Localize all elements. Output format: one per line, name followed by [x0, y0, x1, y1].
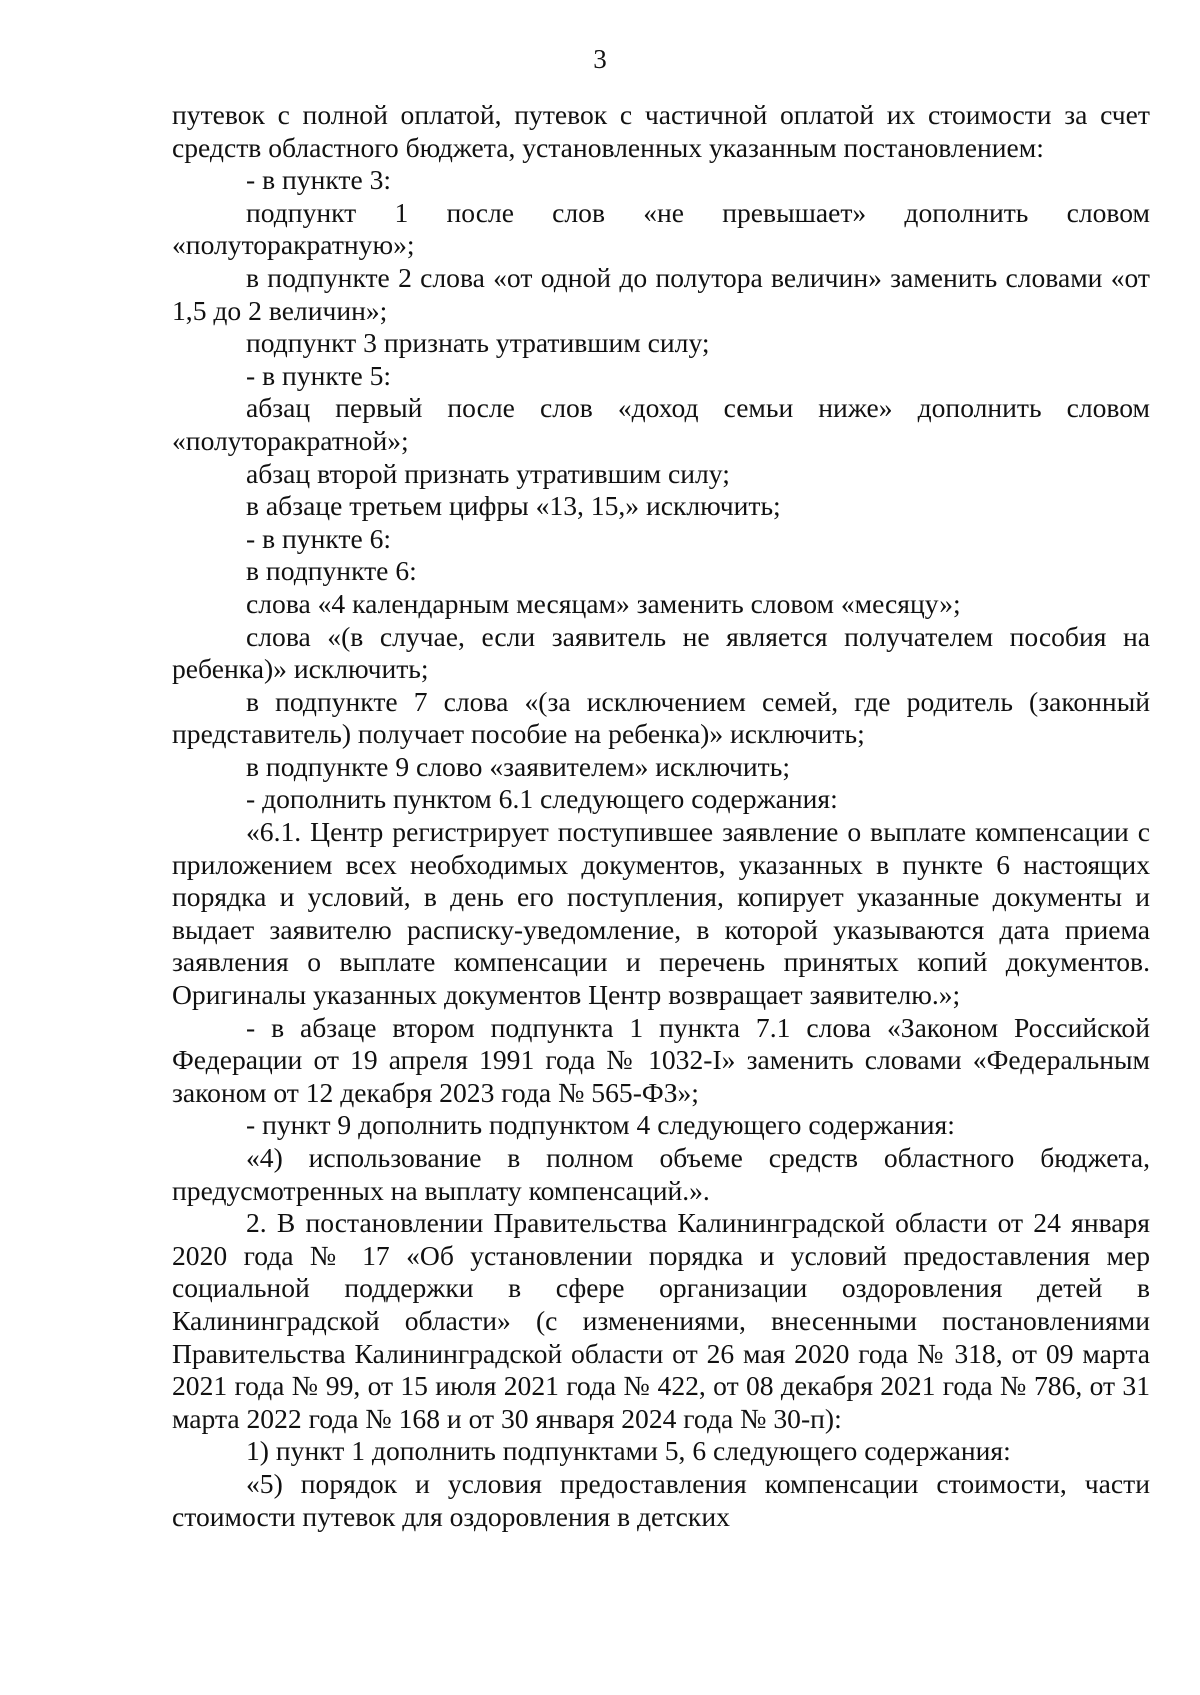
paragraph: 2. В постановлении Правительства Калининградской области от 24 января 2020 года № 17 «Об установлении порядка и условий предоставления мер социальной поддержки в сфере организации оздоровления детей в Калининградской области» (с изменениями, внесенными постановлениями Правительства Калининградской области от 26 мая 2020 года № 318, от 09 марта 2021 года № 99, от 15 июля 2021 года № 422, от 08 декабря 2021 года № 786, от 31 марта 2022 года № 168 и от 30 января 2024 года № 30-п):	[172, 1207, 1150, 1434]
page-number: 3	[593, 44, 607, 74]
paragraph: подпункт 1 после слов «не превышает» дополнить словом «полуторакратную»;	[172, 196, 1150, 261]
paragraph: «5) порядок и условия предоставления компенсации стоимости, части стоимости путевок для оздоровления в детских	[172, 1467, 1150, 1532]
paragraph: слова «(в случае, если заявитель не является получателем пособия на ребенка)» исключить;	[172, 620, 1150, 685]
paragraph: в подпункте 9 слово «заявителем» исключить;	[246, 750, 790, 782]
paragraph: 1) пункт 1 дополнить подпунктами 5, 6 следующего содержания:	[246, 1435, 1011, 1467]
paragraph: - в пункте 6:	[246, 522, 392, 554]
paragraph: в подпункте 2 слова «от одной до полутора величин» заменить словами «от 1,5 до 2 величин»;	[172, 261, 1150, 326]
paragraph: в абзаце третьем цифры «13, 15,» исключить;	[246, 490, 781, 522]
paragraph: - дополнить пунктом 6.1 следующего содержания:	[246, 783, 838, 815]
paragraph: - в абзаце втором подпункта 1 пункта 7.1 слова «Законом Российской Федерации от 19 апреля 1991 года № 1032-I» заменить словами «Федеральным законом от 12 декабря 2023 года № 565-ФЗ»;	[172, 1011, 1150, 1108]
paragraph: абзац второй признать утратившим силу;	[246, 457, 730, 489]
paragraph: «6.1. Центр регистрирует поступившее заявление о выплате компенсации с приложением всех необходимых документов, указанных в пункте 6 настоящих порядка и условий, в день его поступления, копирует указанные документы и выдает заявителю расписку-уведомление, в которой указываются дата приема заявления о выплате компенсации и перечень принятых копий документов. Оригиналы указанных документов Центр возвращает заявителю.»;	[172, 816, 1150, 1011]
paragraph: - в пункте 3:	[246, 164, 392, 196]
paragraph: в подпункте 6:	[246, 555, 417, 587]
paragraph: «4) использование в полном объеме средств областного бюджета, предусмотренных на выплату компенсаций.».	[172, 1142, 1150, 1206]
paragraph: путевок с полной оплатой, путевок с частичной оплатой их стоимости за счет средств областного бюджета, установленных указанным постановлением:	[172, 99, 1150, 163]
document-body	[172, 99, 1150, 1533]
paragraph: слова «4 календарным месяцам» заменить словом «месяцу»;	[246, 587, 961, 619]
paragraph: - в пункте 5:	[246, 359, 392, 391]
paragraph: - пункт 9 дополнить подпунктом 4 следующего содержания:	[246, 1109, 955, 1141]
paragraph: в подпункте 7 слова «(за исключением семей, где родитель (законный представитель) получает пособие на ребенка)» исключить;	[172, 685, 1150, 750]
paragraph: подпункт 3 признать утратившим силу;	[246, 327, 710, 359]
paragraph: абзац первый после слов «доход семьи ниже» дополнить словом «полуторакратной»;	[172, 392, 1150, 456]
